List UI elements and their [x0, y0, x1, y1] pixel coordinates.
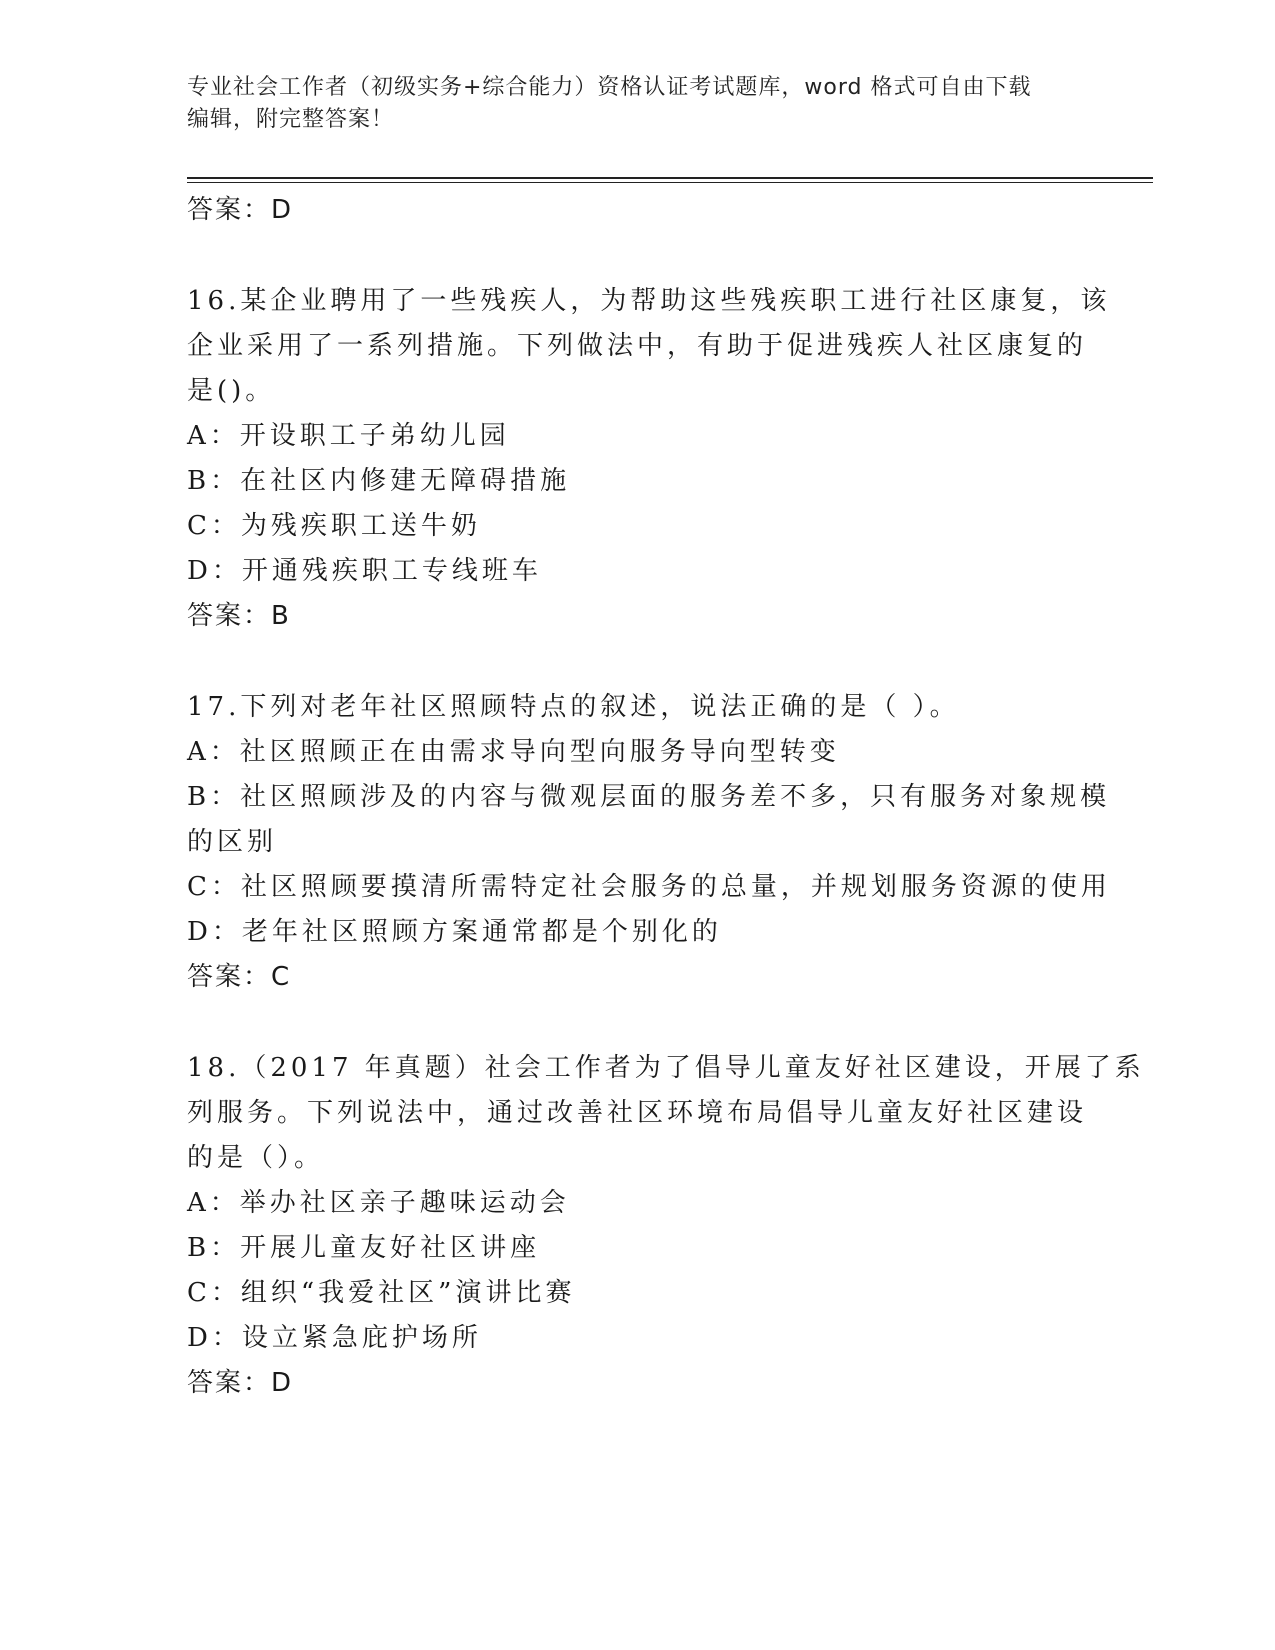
question-content	[187, 188, 1145, 1406]
question-17	[187, 685, 1111, 1000]
option-a: A：开设职工子弟幼儿园	[187, 421, 510, 451]
option-d: D：开通残疾职工专线班车	[187, 556, 542, 586]
spacer	[187, 1000, 1087, 1046]
question-18	[187, 1046, 1145, 1406]
question-stem: 17.下列对老年社区照顾特点的叙述，说法正确的是（ ）。	[187, 692, 960, 722]
question-stem: 是()。	[187, 376, 276, 406]
option-b: B：开展儿童友好社区讲座	[187, 1233, 541, 1263]
option-b: B：社区照顾涉及的内容与微观层面的服务差不多，只有服务对象规模	[187, 782, 1111, 812]
question-16	[187, 279, 1111, 639]
option-b: B：在社区内修建无障碍措施	[187, 466, 571, 496]
question-stem: 16.某企业聘用了一些残疾人，为帮助这些残疾职工进行社区康复，该	[187, 286, 1111, 316]
option-a: A：社区照顾正在由需求导向型向服务导向型转变	[187, 737, 840, 767]
option-d: D：老年社区照顾方案通常都是个别化的	[187, 917, 722, 947]
option-d: D：设立紧急庇护场所	[187, 1323, 482, 1353]
answer: 答案：B	[187, 601, 291, 631]
question-stem: 的是（）。	[187, 1143, 325, 1173]
page-header	[187, 72, 1087, 136]
previous-answer: 答案：D	[187, 195, 294, 225]
question-stem: 18.（2017 年真题）社会工作者为了倡导儿童友好社区建设，开展了系	[187, 1053, 1145, 1083]
header-divider-thin	[187, 182, 1153, 183]
option-a: A：举办社区亲子趣味运动会	[187, 1188, 570, 1218]
header-line-2: 编辑，附完整答案！	[187, 107, 395, 132]
answer: 答案：C	[187, 962, 292, 992]
question-stem: 企业采用了一系列措施。下列做法中，有助于促进残疾人社区康复的	[187, 331, 1088, 361]
option-c: C：社区照顾要摸清所需特定社会服务的总量，并规划服务资源的使用	[187, 872, 1111, 902]
question-stem: 列服务。下列说法中，通过改善社区环境布局倡导儿童友好社区建设	[187, 1098, 1088, 1128]
answer: 答案：D	[187, 1368, 294, 1398]
option-c: C：为残疾职工送牛奶	[187, 511, 481, 541]
header-divider-thick	[187, 177, 1153, 179]
spacer	[187, 639, 1087, 685]
option-b-continued: 的区别	[187, 827, 278, 857]
header-line-1: 专业社会工作者（初级实务+综合能力）资格认证考试题库，word 格式可自由下载	[187, 75, 1032, 100]
spacer	[187, 233, 1087, 279]
option-c: C：组织“我爱社区”演讲比赛	[187, 1278, 576, 1308]
